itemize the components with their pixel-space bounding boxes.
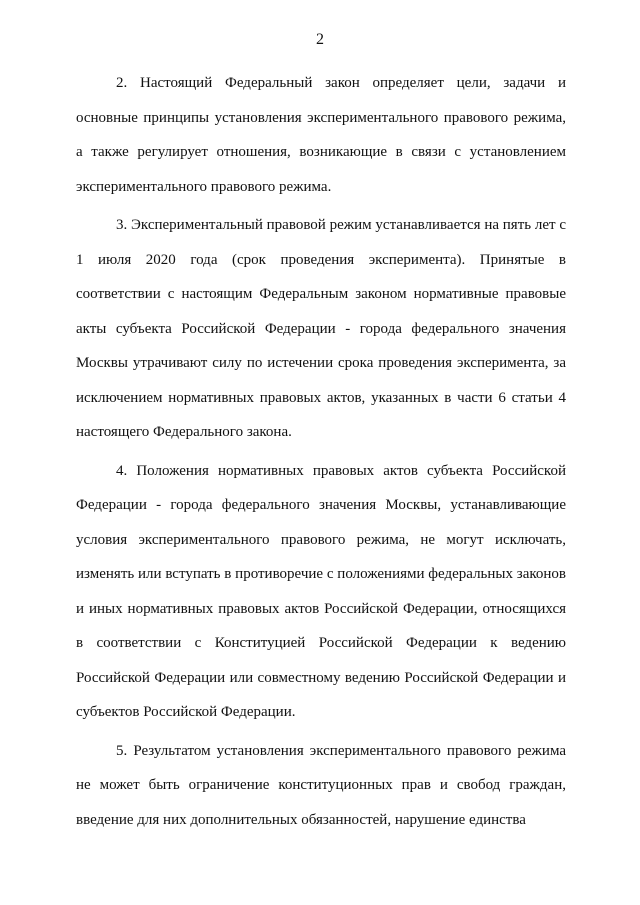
paragraph-2: 2. Настоящий Федеральный закон определяет цели, задачи и основные принципы установления экспериментального правового режима, а также регулирует отношения, возникающие в связи с установлением экспериментального правового режима. xyxy=(76,75,566,195)
document-body xyxy=(76,66,566,841)
paragraph-3: 3. Экспериментальный правовой режим устанавливается на пять лет с 1 июля 2020 года (срок проведения эксперимента). Принятые в соответствии с настоящим Федеральным законом нормативные правовые акты субъекта Российской Федерации - города федерального значения Москвы утрачивают силу по истечении срока проведения эксперимента, за исключением нормативных правовых актов, указанных в части 6 статьи 4 настоящего Федерального закона. xyxy=(76,217,566,440)
paragraph-4: 4. Положения нормативных правовых актов субъекта Российской Федерации - города федерального значения Москвы, устанавливающие условия экспериментального правового режима, не могут исключать, изменять или вступать в противоречие с положениями федеральных законов и иных нормативных правовых актов Российской Федерации, относящихся в соответствии с Конституцией Российской Федерации к ведению Российской Федерации или совместному ведению Российской Федерации и субъектов Российской Федерации. xyxy=(76,462,566,720)
page-number: 2 xyxy=(316,31,324,48)
paragraph-5: 5. Результатом установления экспериментального правового режима не может быть ограничение конституционных прав и свобод граждан, введение для них дополнительных обязанностей, нарушение единства xyxy=(76,742,566,828)
